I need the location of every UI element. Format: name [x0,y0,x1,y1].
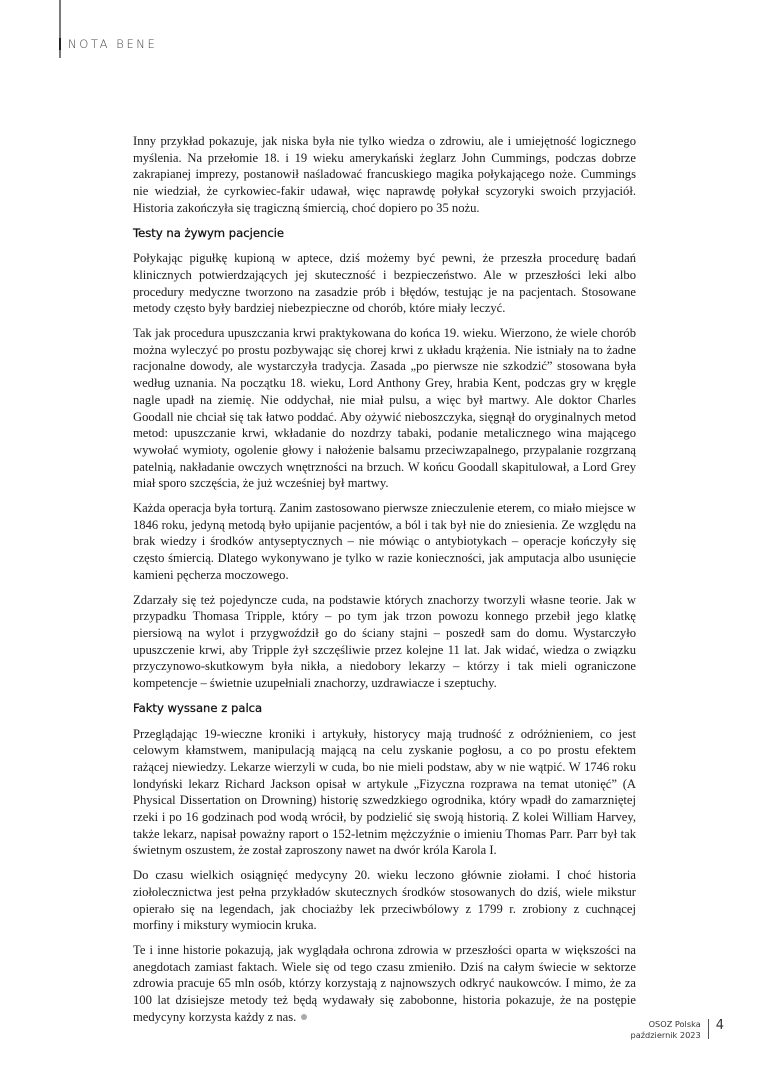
paragraph: Każda operacja była torturą. Zanim zastosowano pierwsze znieczulenie eterem, co miało miejsce w 1846 roku, jedyną metodą było upijanie pacjentów, a ból i tak był nie do zniesienia. Ze względu na brak wiedzy i środków antyseptycznych – nie mówiąc o antybiotykach – operacje kończyły się często śmiercią. Dlatego wykonywano je tylko w razie konieczności, jak amputacja albo usunięcie kamieni pęcherza moczowego. [133,501,636,582]
section-heading: Testy na żywym pacjencie [133,225,285,240]
paragraph: Zdarzały się też pojedyncze cuda, na podstawie których znachorzy tworzyli własne teorie. Jak w przypadku Thomasa Tripple, który – po tym jak trzon powozu konnego przebił jego klatkę piersiową na wylot i przygwoździł go do ściany stajni – poszedł sam do domu. Wystarczyło upuszczenie krwi, aby Tripple żył szczęśliwie przez kolejne 11 lat. Jak widać, wiedza o związku przyczynowo-skutkowym była nikła, a niedobory lekarzy – którzy i tak mieli ograniczone kompetencje – świetnie uzupełniali znachorzy, uzdrawiacze i szeptuchy. [133,592,636,691]
section-heading: Fakty wyssane z palca [133,700,263,715]
issue-date: październik 2023 [630,1030,701,1040]
page-number: 4 [715,1018,724,1033]
page-footer [631,1019,724,1041]
publication-name: OSOZ Polska [648,1019,701,1029]
paragraph: Tak jak procedura upuszczania krwi praktykowana do końca 19. wieku. Wierzono, że wiele chorób można wyleczyć po prostu pozbywając się chorej krwi z układu krążenia. Nie istniały na to żadne racjonalne dowody, ale wystarczyła tradycja. Zasada „po pierwsze nie szkodzić” stosowana była według uznania. Na początku 18. wieku, Lord Anthony Grey, hrabia Kent, podczas gry w kręgle nagle upadł na ziemię. Nie oddychał, nie miał pulsu, a więc był martwy. Ale doktor Charles Goodall nie chciał się tak łatwo poddać. Aby ożywić nieboszczyka, sięgnął do oryginalnych metod metod: upuszczanie krwi, wkładanie do nozdrzy tabaki, podanie metalicznego wina mającego wywołać wymioty, ogolenie głowy i nałożenie balsamu przeciwzapalnego, przypalanie rozgrzaną patelnią, nakładanie owczych wnętrzności na brzuch. W końcu Goodall skapitulował, a Lord Grey miał sporo szczęścia, że już wcześniej był martwy. [133,326,636,491]
paragraph: Przeglądając 19-wieczne kroniki i artykuły, historycy mają trudność z odróżnieniem, co jest celowym kłamstwem, manipulacją mającą na celu zyskanie pogłosu, a co po prostu efektem rażącej niewiedzy. Lekarze wierzyli w cuda, bo nie mieli podstaw, aby w nie wątpić. W 1746 roku londyński lekarz Richard Jackson opisał w artykule „Fizyczna rozprawa na temat utonięć” (A Physical Dissertation on Drowning) historię szwedzkiego ogrodnika, który wpadł do zamarzniętej rzeki i po 16 godzinach pod wodą wrócił, by podzielić się swoją historią. Z kolei William Harvey, także lekarz, napisał poważny raport o 152-letnim mężczyźnie o imieniu Thomas Parr. Parr był tak świetnym oszustem, że został zaproszony nawet na dwór króla Karola I. [133,726,636,858]
paragraph-final [133,942,636,1026]
footer-publication-info [631,1019,701,1041]
paragraph-text: Te i inne historie pokazują, jak wyglądała ochrona zdrowia w przeszłości oparta w większości na anegdotach zamiast faktach. Wiele się od tego czasu zmieniło. Dziś na całym świecie w sektorze zdrowia pracuje 65 mln osób, którzy korzystają z najnowszych odkryć naukowców. I mimo, że za 100 lat dzisiejsze metody też będą wydawały się zabobonne, historia pokazuje, że na postępie medycyny korzysta każdy z nas. [133,942,636,1024]
end-mark-icon [301,1014,307,1020]
paragraph: Inny przykład pokazuje, jak niska była nie tylko wiedza o zdrowiu, ale i umiejętność logicznego myślenia. Na przełomie 18. i 19 wieku amerykański żeglarz John Cummings, podczas dobrze zakrapianej imprezy, postanowił naśladować francuskiego magika połykającego noże. Cummings nie wiedział, że cyrkowiec-fakir udawał, więc naprawdę połykał scyzoryki swoich przyjaciół. Historia zakończyła się tragiczną śmiercią, choć dopiero po 35 nożu. [133,134,636,215]
paragraph: Do czasu wielkich osiągnięć medycyny 20. wieku leczono głównie ziołami. I choć historia ziołolecznictwa jest pełna przykładów skutecznych środków stosowanych do dziś, wiele mikstur opierało się na legendach, jak chociażby lek przeciwbólowy z 1799 r. zrobiony z cuchnącej morfiny i mikstury wymiocin kruka. [133,868,636,933]
paragraph: Połykając pigułkę kupioną w aptece, dziś możemy być pewni, że przeszła procedurę badań klinicznych potwierdzających jej skuteczność i bezpieczeństwo. Ale w przeszłości leki albo procedury medyczne tworzono na zasadzie prób i błędów, testując je na pacjentach. Stosowane metody często były bardziej niebezpieczne od chorób, które miały leczyć. [133,251,636,316]
article-body [133,133,636,1033]
header-rule-accent [59,38,61,50]
section-label: NOTA BENE [68,37,158,51]
footer-divider [708,1019,709,1039]
